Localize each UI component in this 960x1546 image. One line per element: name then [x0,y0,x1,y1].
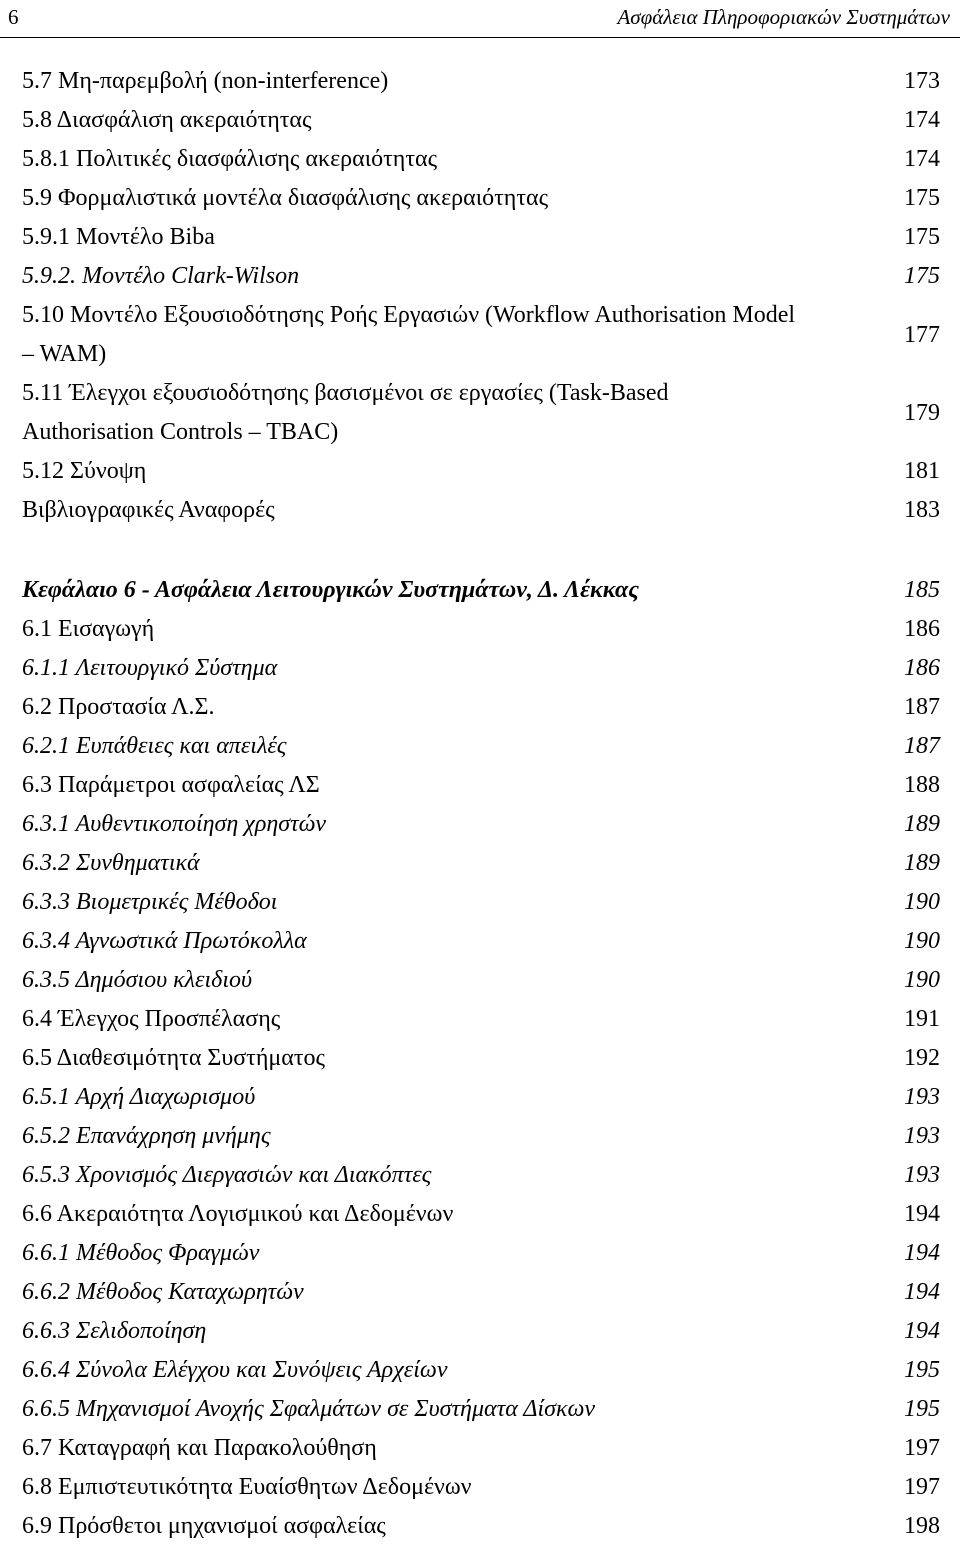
toc-entry-page: 175 [904,263,940,289]
toc-entry[interactable] [22,1429,940,1468]
toc-entry-page: 194 [904,1240,940,1266]
toc-entry-title: 5.9.2. Μοντέλο Clark-Wilson [22,263,300,289]
toc-entry[interactable] [22,62,940,101]
toc-entry-title: 5.7 Μη-παρεμβολή (non-interference) [22,68,389,94]
toc-chapter-page: 185 [904,577,940,603]
toc-entry-page: 194 [904,1279,940,1305]
toc-entry-title: 6.4 Έλεγχος Προσπέλασης [22,1006,281,1032]
toc-entry-page: 175 [904,185,940,211]
toc-entry[interactable] [22,296,940,374]
toc-entry-title: 6.5.1 Αρχή Διαχωρισμού [22,1084,256,1110]
toc-entry-title: 6.3.3 Βιομετρικές Μέθοδοι [22,889,278,915]
toc-entry[interactable] [22,922,940,961]
toc-chapter-heading[interactable] [22,571,940,610]
toc-entry-page: 174 [904,107,940,133]
toc-entry-page: 173 [904,68,940,94]
toc-entry-page: 198 [904,1513,940,1539]
toc-entry-page: 192 [904,1045,940,1071]
toc-entry-page: 195 [904,1396,940,1422]
toc-entry-page: 193 [904,1123,940,1149]
toc-entry-title: 5.8 Διασφάλιση ακεραιότητας [22,107,312,133]
toc-entry-page: 191 [904,1006,940,1032]
toc-entry[interactable] [22,257,940,296]
toc-entry[interactable] [22,766,940,805]
toc-entry-title: 6.6.5 Μηχανισμοί Ανοχής Σφαλμάτων σε Συστήματα Δίσκων [22,1396,596,1422]
toc-entry[interactable] [22,1507,940,1546]
toc-entry[interactable] [22,101,940,140]
toc-entry-page: 174 [904,146,940,172]
toc-chapter-title: Κεφάλαιο 6 - Ασφάλεια Λειτουργικών Συστημάτων, Δ. Λέκκας [22,577,639,603]
toc-entry-title: 6.7 Καταγραφή και Παρακολούθηση [22,1435,377,1461]
toc-entry-title: 5.8.1 Πολιτικές διασφάλισης ακεραιότητας [22,146,438,172]
toc-entry-page: 193 [904,1162,940,1188]
toc-entry-title: 6.6.3 Σελιδοποίηση [22,1318,207,1344]
toc-entry-page: 194 [904,1318,940,1344]
toc-entry[interactable] [22,1078,940,1117]
toc-entry-title: 5.10 Μοντέλο Εξουσιοδότησης Ροής Εργασιών (Workflow Authorisation Model – WAM) [22,302,796,367]
toc-entry[interactable] [22,452,940,491]
toc-entry-title: 5.9.1 Μοντέλο Biba [22,224,215,250]
toc-entry[interactable] [22,1156,940,1195]
toc-entry-title: 6.6.2 Μέθοδος Καταχωρητών [22,1279,304,1305]
toc-entry-page: 189 [904,850,940,876]
toc-entry[interactable] [22,1351,940,1390]
toc-entry[interactable] [22,1312,940,1351]
toc-entry[interactable] [22,491,940,530]
toc-entry-page: 190 [904,889,940,915]
toc-entry[interactable] [22,961,940,1000]
toc-entry[interactable] [22,1117,940,1156]
toc-entry[interactable] [22,649,940,688]
toc-entry-page: 188 [904,772,940,798]
toc-entry-page: 190 [904,967,940,993]
toc-entry[interactable] [22,1000,940,1039]
toc-entry-page: 186 [904,655,940,681]
toc-entry-page: 181 [904,458,940,484]
toc-entry-page: 187 [904,733,940,759]
toc-entry-title: 5.11 Έλεγχοι εξουσιοδότησης βασισμένοι σε εργασίες (Task-Based Authorisation Controls – TBAC) [22,380,669,445]
toc-entry[interactable] [22,1390,940,1429]
toc-entry[interactable] [22,1234,940,1273]
toc-entry[interactable] [22,805,940,844]
toc-entry-title: 5.9 Φορμαλιστικά μοντέλα διασφάλισης ακεραιότητας [22,185,549,211]
toc-entry[interactable] [22,688,940,727]
toc-entry-title: 6.1.1 Λειτουργικό Σύστημα [22,655,278,681]
toc-entry[interactable] [22,610,940,649]
running-title: Ασφάλεια Πληροφοριακών Συστημάτων [617,5,950,29]
toc-entry-page: 187 [904,694,940,720]
toc-entry-title: 6.9 Πρόσθετοι μηχανισμοί ασφαλείας [22,1513,386,1539]
toc-entry-page: 183 [904,497,940,523]
toc-entry-title: 6.3.2 Συνθηματικά [22,850,200,876]
toc-entry-page: 195 [904,1357,940,1383]
toc-entry[interactable] [22,140,940,179]
toc-entry-page: 189 [904,811,940,837]
toc-entry-title: 6.3.4 Αγνωστικά Πρωτόκολλα [22,928,307,954]
toc-entry-page: 175 [904,224,940,250]
toc-entry-title: 6.8 Εμπιστευτικότητα Ευαίσθητων Δεδομένων [22,1474,472,1500]
toc-entry-title: 6.2 Προστασία Λ.Σ. [22,694,215,720]
toc-entry-page: 179 [904,399,940,426]
toc-entry-title: 6.5 Διαθεσιμότητα Συστήματος [22,1045,325,1071]
toc-entry-title: 6.3 Παράμετροι ασφαλείας ΛΣ [22,772,320,798]
toc-entry-title: 5.12 Σύνοψη [22,458,147,484]
toc-entry[interactable] [22,374,940,452]
toc-entry[interactable] [22,179,940,218]
toc-entry-page: 197 [904,1435,940,1461]
toc-entry-title: Βιβλιογραφικές Αναφορές [22,497,275,523]
page-number: 6 [8,5,19,29]
toc-entry-title: 6.6 Ακεραιότητα Λογισμικού και Δεδομένων [22,1201,454,1227]
toc-entry-title: 6.6.1 Μέθοδος Φραγμών [22,1240,260,1266]
toc-entry-page: 186 [904,616,940,642]
page-header [0,0,960,38]
toc-entry[interactable] [22,727,940,766]
toc-section-chapter-6 [22,610,940,1546]
toc-entry-page: 193 [904,1084,940,1110]
toc-entry-title: 6.5.3 Χρονισμός Διεργασιών και Διακόπτες [22,1162,432,1188]
toc-entry-title: 6.6.4 Σύνολα Ελέγχου και Συνόψεις Αρχείων [22,1357,448,1383]
toc-entry-page: 194 [904,1201,940,1227]
toc-entry-title: 6.5.2 Επανάχρηση μνήμης [22,1123,271,1149]
toc-entry[interactable] [22,1468,940,1507]
toc-entry-page: 177 [904,321,940,348]
toc-entry[interactable] [22,883,940,922]
toc-entry[interactable] [22,844,940,883]
toc-entry-title: 6.1 Εισαγωγή [22,616,155,642]
toc-entry[interactable] [22,218,940,257]
toc-entry-title: 6.3.1 Αυθεντικοποίηση χρηστών [22,811,327,837]
section-gap [22,530,940,571]
table-of-contents [22,62,940,1546]
toc-section-chapter-5 [22,62,940,530]
toc-entry-title: 6.3.5 Δημόσιου κλειδιού [22,967,253,993]
toc-entry[interactable] [22,1195,940,1234]
toc-entry-page: 190 [904,928,940,954]
toc-entry-page: 197 [904,1474,940,1500]
toc-entry[interactable] [22,1273,940,1312]
toc-entry-title: 6.2.1 Ευπάθειες και απειλές [22,733,287,759]
toc-entry[interactable] [22,1039,940,1078]
